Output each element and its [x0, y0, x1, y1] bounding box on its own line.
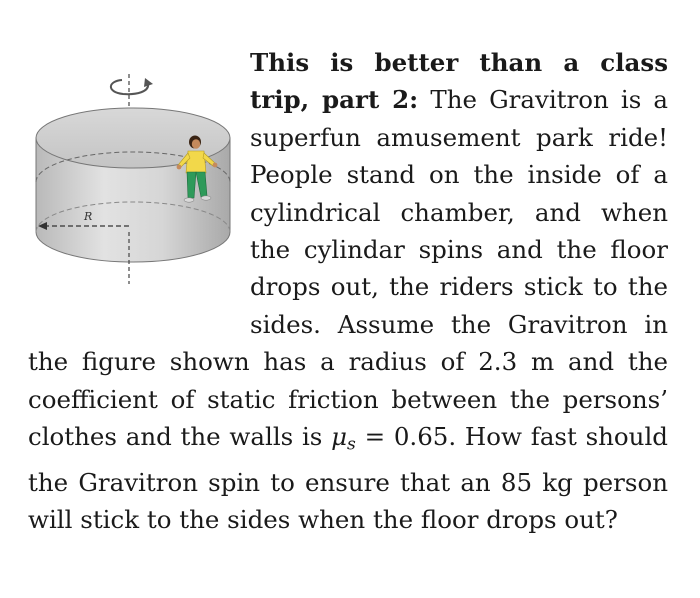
problem-text — [28, 44, 668, 539]
problem-body-part1: The Gravitron is a superfun amusement park ride! People stand on the inside of a cylindrical chamber, and when the cylindar spins and the floor drops out, the riders stick to the sides. Assume the Gravitron in the figure shown has a radius of 2.3 m and the coefficient of static friction between the persons’ clothes and the walls is — [28, 85, 668, 452]
problem-title: This is better than a class trip, part 2: — [250, 48, 668, 115]
radius-label: R — [84, 210, 93, 223]
mu-value: = 0.65. — [355, 422, 457, 452]
problem-body-part2: How fast should the Gravitron spin to ensure that an 85 kg person will stick to the sides when the floor drops out? — [28, 422, 668, 535]
mu-subscript: s — [347, 434, 356, 455]
mu-symbol: μ — [331, 422, 348, 452]
figure-spacer — [28, 44, 250, 306]
